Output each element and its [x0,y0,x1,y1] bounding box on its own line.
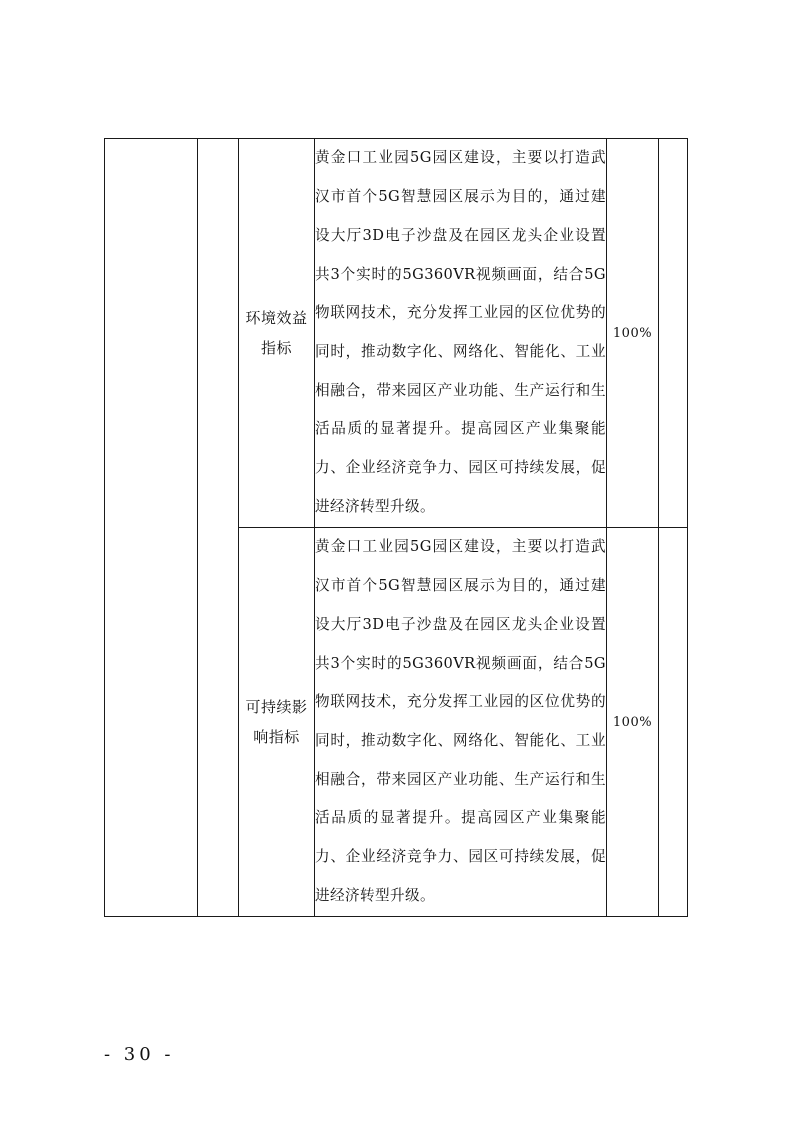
indicator-value-cell: 100% [607,528,659,917]
indicator-name-cell: 可持续影响指标 [239,528,315,917]
indicator-table [104,138,688,917]
page-number: - 30 - [104,1044,175,1065]
remarks-cell [659,139,688,528]
subcategory-cell [198,139,239,917]
indicator-description-cell: 黄金口工业园5G园区建设，主要以打造武汉市首个5G智慧园区展示为目的，通过建设大厅3D电子沙盘及在园区龙头企业设置共3个实时的5G360VR视频画面，结合5G物联网技术，充分发挥工业园的区位优势的同时，推动数字化、网络化、智能化、工业相融合，带来园区产业功能、生产运行和生活品质的显著提升。提高园区产业集聚能力、企业经济竞争力、园区可持续发展，促进经济转型升级。 [315,139,607,528]
indicator-description-cell: 黄金口工业园5G园区建设，主要以打造武汉市首个5G智慧园区展示为目的，通过建设大厅3D电子沙盘及在园区龙头企业设置共3个实时的5G360VR视频画面，结合5G物联网技术，充分发挥工业园的区位优势的同时，推动数字化、网络化、智能化、工业相融合，带来园区产业功能、生产运行和生活品质的显著提升。提高园区产业集聚能力、企业经济竞争力、园区可持续发展，促进经济转型升级。 [315,528,607,917]
remarks-cell [659,528,688,917]
indicator-value-cell: 100% [607,139,659,528]
table-row [105,139,688,528]
category-cell [105,139,198,917]
indicator-name-cell: 环境效益指标 [239,139,315,528]
